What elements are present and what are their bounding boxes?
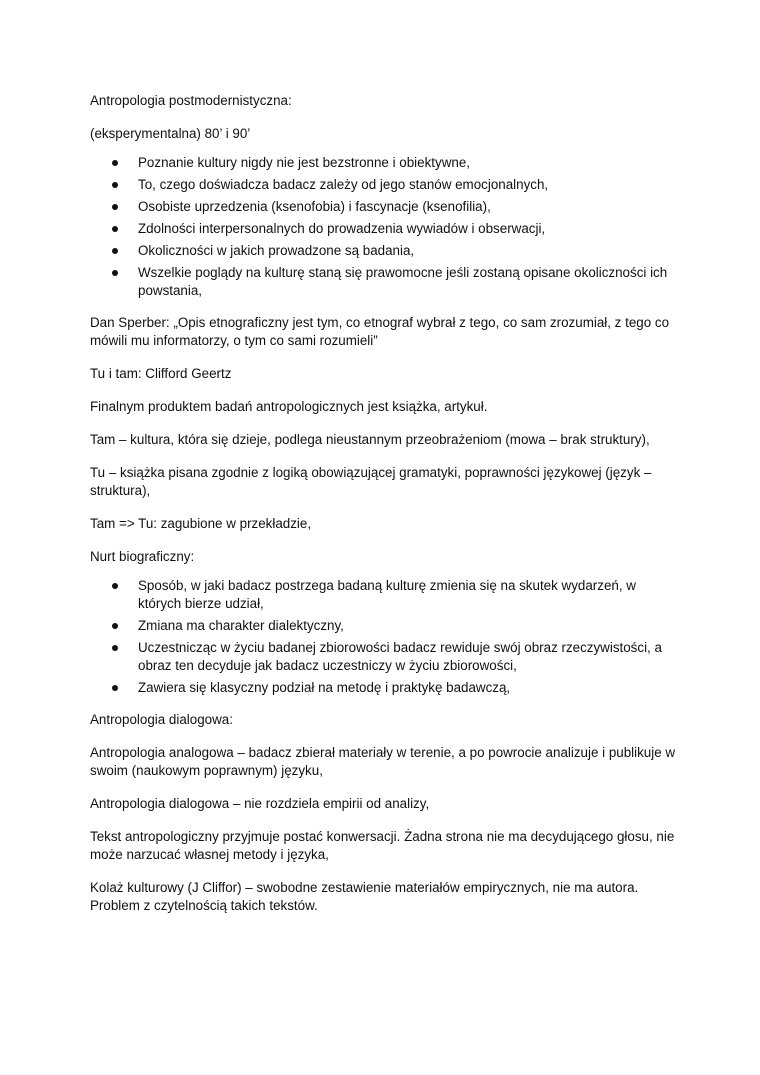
bullet-icon (112, 160, 118, 166)
list-item: Sposób, w jaki badacz postrzega badaną kulturę zmienia się na skutek wydarzeń, w których bierze udział, (110, 577, 680, 613)
bullet-icon (112, 270, 118, 276)
bullet-icon (112, 583, 118, 589)
bullet-icon (112, 623, 118, 629)
bullet-icon (112, 226, 118, 232)
list-item: Zmiana ma charakter dialektyczny, (110, 617, 680, 635)
biographical-list (110, 577, 680, 697)
list-item: Okoliczności w jakich prowadzone są badania, (110, 242, 680, 260)
bullet-icon (112, 685, 118, 691)
list-item: Osobiste uprzedzenia (ksenofobia) i fascynacje (ksenofilia), (110, 198, 680, 216)
bullet-icon (112, 204, 118, 210)
document-page (90, 92, 680, 915)
final-product-text: Finalnym produktem badań antropologicznych jest książka, artykuł. (90, 399, 488, 414)
text-conversation: Tekst antropologiczny przyjmuje postać konwersacji. Żadna strona nie ma decydującego głosu, nie może narzucać własnej metody i języka, (90, 829, 675, 862)
sperber-quote: Dan Sperber: „Opis etnograficzny jest tym, co etnograf wybrał z tego, co sam zrozumiał, z tego co mówili mu informatorzy, o tym co sami rozumieli” (90, 315, 670, 348)
collage-text (90, 879, 680, 915)
bullet-icon (112, 182, 118, 188)
list-item: Uczestnicząc w życiu badanej zbiorowości badacz rewiduje swój obraz rzeczywistości, a obraz ten decyduje jak badacz uczestniczy w życiu zbiorowości, (110, 639, 680, 675)
list-item: Zawiera się klasyczny podział na metodę i praktykę badawczą, (110, 679, 680, 697)
list-item: Wszelkie poglądy na kulturę staną się prawomocne jeśli zostaną opisane okoliczności ich powstania, (110, 264, 680, 300)
dialog-anthropology-text: Antropologia dialogowa – nie rozdziela empirii od analizy, (90, 796, 430, 811)
analog-anthropology-text: Antropologia analogowa – badacz zbierał materiały w terenie, a po powrocie analizuje i publikuje w swoim (naukowym poprawnym) języku, (90, 745, 676, 778)
tam-definition: Tam – kultura, która się dzieje, podlega nieustannym przeobrażeniom (mowa – brak struktury), (90, 432, 650, 447)
heading-postmodern-subtitle: (eksperymentalna) 80’ i 90’ (90, 126, 251, 141)
collage-line-1: Kolaż kulturowy (J Cliffor) – swobodne zestawienie materiałów empirycznych, nie ma autora. (90, 880, 639, 895)
list-item: Zdolności interpersonalnych do prowadzenia wywiadów i obserwacji, (110, 220, 680, 238)
heading-dialog: Antropologia dialogowa: (90, 712, 233, 727)
bullet-icon (112, 645, 118, 651)
tu-definition: Tu – książka pisana zgodnie z logiką obowiązującej gramatyki, poprawności językowej (język – struktura), (90, 465, 652, 498)
tu-i-tam-heading: Tu i tam: Clifford Geertz (90, 366, 232, 381)
postmodern-list (110, 154, 680, 300)
collage-line-2: Problem z czytelnością takich tekstów. (90, 898, 318, 913)
heading-biographical: Nurt biograficzny: (90, 549, 195, 564)
tam-tu-text: Tam => Tu: zagubione w przekładzie, (90, 516, 312, 531)
heading-postmodern: Antropologia postmodernistyczna: (90, 93, 292, 108)
list-item: To, czego doświadcza badacz zależy od jego stanów emocjonalnych, (110, 176, 680, 194)
bullet-icon (112, 248, 118, 254)
list-item: Poznanie kultury nigdy nie jest bezstronne i obiektywne, (110, 154, 680, 172)
